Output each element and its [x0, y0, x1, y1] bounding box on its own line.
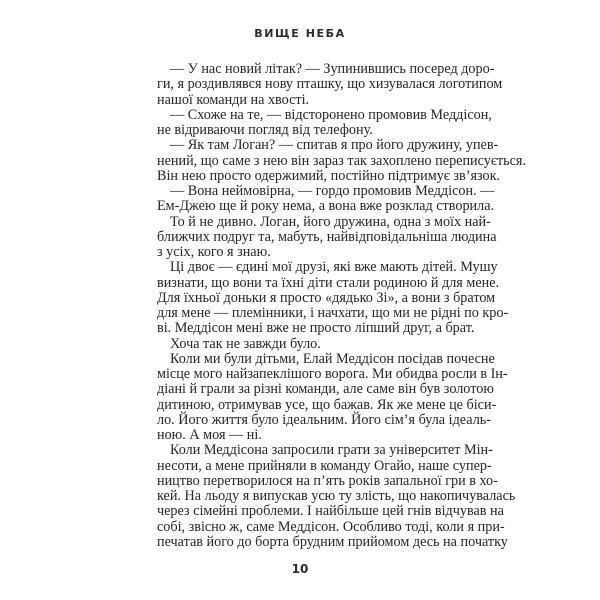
text-line: Для їхньої доньки я просто «дядько Зі», а вони з братом — [157, 289, 496, 306]
running-head: ВИЩЕ НЕБА — [254, 27, 346, 40]
text-line: ною. А моя — ні. — [157, 427, 262, 443]
text-line: ло. Його життя було ідеальним. Його сім’я була ідеаль- — [157, 411, 491, 428]
text-line: з усіх, кого я знаю. — [157, 244, 271, 260]
text-line: — Схоже на те, — відсторонено промовив Меддісон, — [170, 106, 492, 123]
text-line: — Вона неймовірна, — гордо промовив Меддісон. — — [170, 183, 495, 199]
text-line: нений, що саме з нею він зараз так захоплено переписується. — [157, 152, 526, 169]
text-line: Коли Меддісона запросили грати за університет Мін- — [170, 442, 493, 459]
text-line: — Як там Логан? — спитав я про його дружину, упев- — [170, 137, 499, 154]
text-line: Ем-Джею ще й року нема, а вона вже розклад створила. — [157, 198, 495, 215]
page-number: 10 — [291, 562, 309, 576]
text-line: через сімейні проблеми. І найбільше цей гнів відчував на — [157, 503, 504, 520]
text-line: То й не дивно. Логан, його дружина, одна з моїх най- — [170, 213, 491, 230]
text-line: ві. Меддісон мені вже не просто ліпший друг, а брат. — [157, 320, 475, 337]
text-line: діані й грали за різні команди, але саме він був золотою — [157, 381, 494, 398]
text-line: ги, я роздивлявся нову пташку, що хизувалася логотипом — [157, 76, 503, 93]
text-line: місце мого найзапеклішого ворога. Ми обидва росли в Ін- — [157, 366, 508, 382]
text-line: для мене — племінники, і начхати, що ми не рідні по кро- — [157, 305, 509, 321]
text-line: нашої команди на хвості. — [157, 91, 310, 108]
text-line: Він нею просто одержимий, постійно підтримує зв’язок. — [157, 167, 501, 184]
text-line: не відриваючи погляд від телефону. — [157, 122, 373, 138]
text-line: визнати, що вони та їхні діти стали родиною й для мене. — [157, 274, 500, 291]
text-line: Хоча так не завжди було. — [170, 335, 321, 352]
text-line: Коли ми були дітьми, Елай Меддісон посідав почесне — [170, 350, 495, 367]
text-line: дитиною, отримував усе, що бажав. Як же мене це біси- — [157, 396, 497, 413]
body-text — [157, 61, 526, 550]
text-line: несоти, а мене прийняли в команду Огайо, наше супер- — [157, 457, 492, 474]
text-line: Ці двоє — єдині мої друзі, які вже мають дітей. Мушу — [170, 259, 498, 276]
text-line: ництво перетворилося на п’ять років запальної гри в хо- — [157, 472, 498, 489]
text-line: печатав його до борта брудним прийомом десь на початку — [157, 533, 508, 550]
text-line: кей. На льоду я випускав усю ту злість, що накопичувалась — [157, 488, 516, 504]
text-line: собі, звісно ж, саме Меддісон. Особливо тоді, коли я при- — [157, 518, 505, 535]
text-line: ближчих подруг та, мабуть, найвідповідальніша людина — [157, 228, 497, 245]
text-line: — У нас новий літак? — Зупинившись посеред доро- — [170, 61, 495, 77]
